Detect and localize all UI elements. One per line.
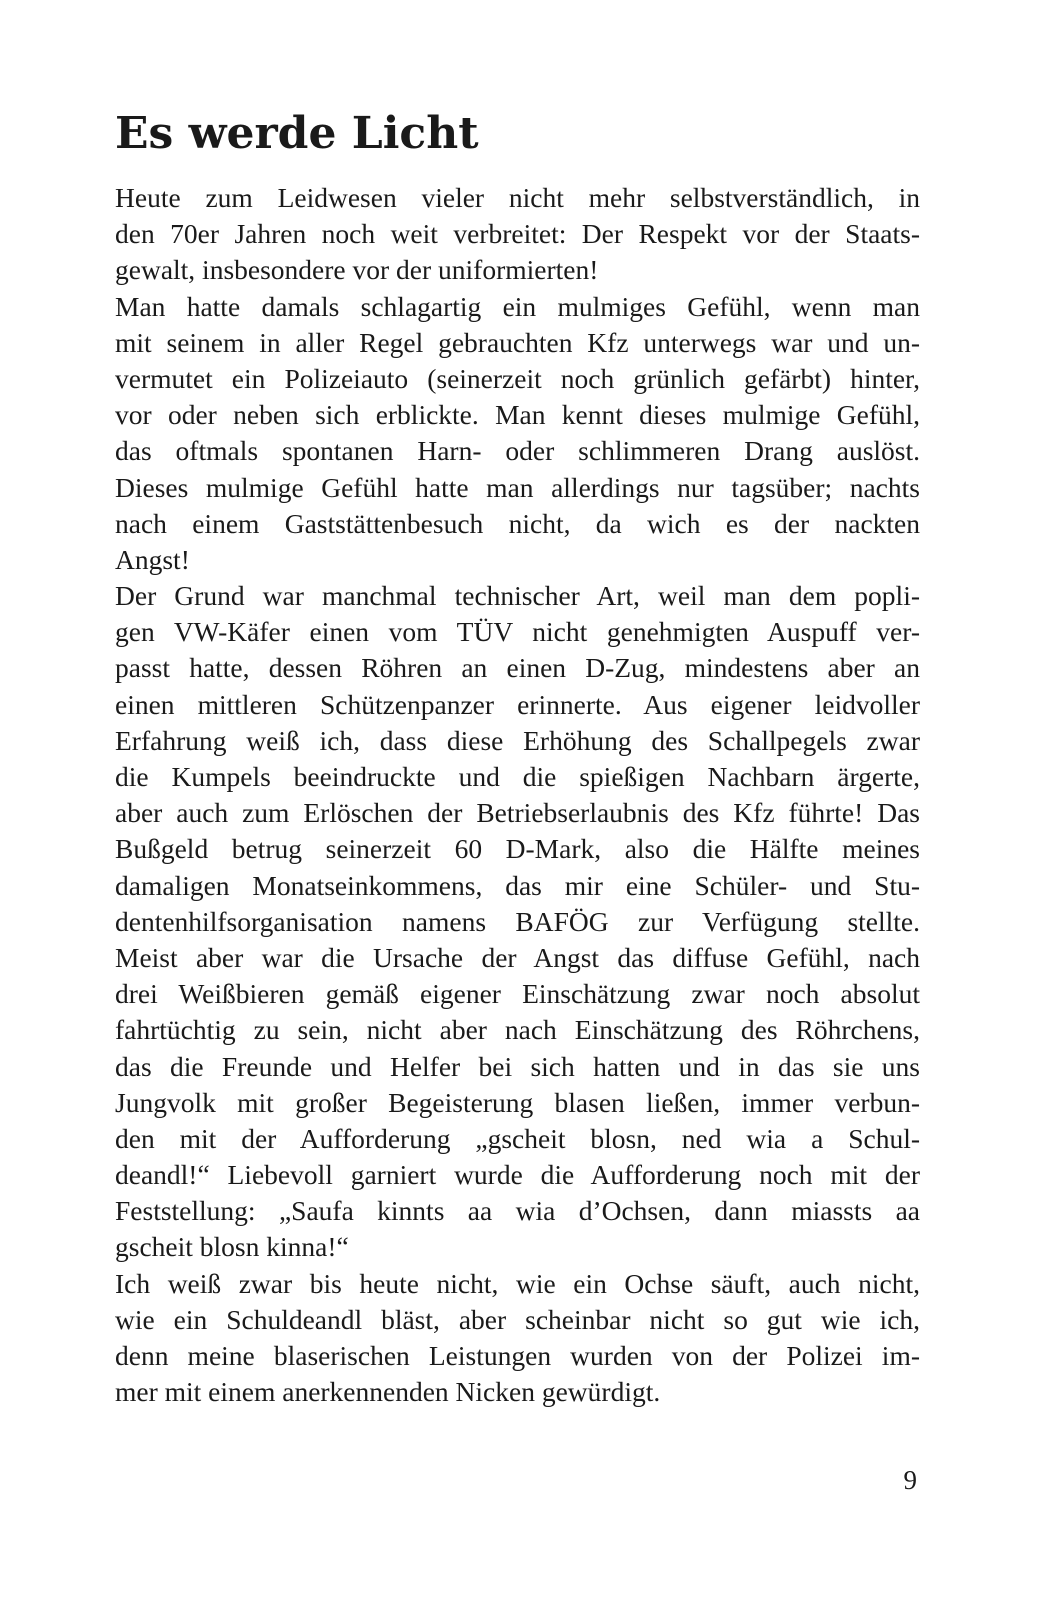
text-line: Dieses mulmige Gefühl hatte man allerdings nur tagsüber; nachts (115, 471, 920, 503)
text-line: vermutet ein Polizeiauto (seinerzeit noch grünlich gefärbt) hinter, (115, 362, 920, 394)
text-line: den 70er Jahren noch weit verbreitet: Der Respekt vor der Staats- (115, 218, 920, 250)
text-line: mit seinem in aller Regel gebrauchten Kfz unterwegs war und un- (115, 326, 920, 358)
text-line: Erfahrung weiß ich, dass diese Erhöhung des Schallpegels zwar (115, 724, 920, 756)
text-line: vor oder neben sich erblickte. Man kennt dieses mulmige Gefühl, (115, 399, 920, 431)
text-line: Bußgeld betrug seinerzeit 60 D-Mark, also die Hälfte meines (115, 833, 920, 865)
text-line: Der Grund war manchmal technischer Art, weil man dem popli- (115, 580, 920, 612)
text-line: aber auch zum Erlöschen der Betriebserlaubnis des Kfz führte! Das (115, 797, 920, 829)
text-line: gscheit blosn kinna!“ (115, 1231, 349, 1263)
text-line: mer mit einem anerkennenden Nicken gewürdigt. (115, 1376, 661, 1408)
chapter-title: Es werde Licht (115, 108, 479, 159)
text-line: Ich weiß zwar bis heute nicht, wie ein Ochse säuft, auch nicht, (115, 1267, 920, 1299)
text-line: drei Weißbieren gemäß eigener Einschätzung zwar noch absolut (115, 978, 920, 1010)
text-line: Jungvolk mit großer Begeisterung blasen ließen, immer verbun- (115, 1086, 920, 1118)
text-line: Man hatte damals schlagartig ein mulmiges Gefühl, wenn man (115, 290, 920, 322)
text-line: wie ein Schuldeandl bläst, aber scheinbar nicht so gut wie ich, (115, 1303, 920, 1335)
text-line: denn meine blaserischen Leistungen wurden von der Polizei im- (115, 1340, 920, 1371)
text-line: Feststellung: „Saufa kinnts aa wia d’Ochsen, dann miassts aa (115, 1195, 920, 1227)
text-line: Heute zum Leidwesen vieler nicht mehr selbstverständlich, in (115, 182, 920, 213)
text-line: passt hatte, dessen Röhren an einen D-Zug, mindestens aber an (115, 652, 920, 684)
text-line: gen VW-Käfer einen vom TÜV nicht genehmigten Auspuff ver- (115, 616, 920, 648)
page-number: 9 (903, 1465, 917, 1495)
text-line: fahrtüchtig zu sein, nicht aber nach Einschätzung des Röhrchens, (115, 1014, 920, 1046)
text-line: Meist aber war die Ursache der Angst das diffuse Gefühl, nach (115, 941, 920, 973)
text-line: gewalt, insbesondere vor der uniformierten! (115, 254, 599, 286)
text-line: nach einem Gaststättenbesuch nicht, da wich es der nackten (115, 507, 920, 539)
text-line: das oftmals spontanen Harn- oder schlimmeren Drang auslöst. (115, 435, 920, 467)
body-text (115, 180, 920, 1410)
text-line: das die Freunde und Helfer bei sich hatten und in das sie uns (115, 1050, 920, 1082)
text-line: deandl!“ Liebevoll garniert wurde die Aufforderung noch mit der (115, 1159, 920, 1191)
text-line: den mit der Aufforderung „gscheit blosn, ned wia a Schul- (115, 1122, 920, 1154)
text-line: damaligen Monatseinkommens, das mir eine Schüler- und Stu- (115, 869, 920, 901)
text-line: Angst! (115, 543, 190, 575)
text-line: einen mittleren Schützenpanzer erinnerte. Aus eigener leidvoller (115, 688, 920, 720)
text-line: dentenhilfsorganisation namens BAFÖG zur Verfügung stellte. (115, 905, 920, 937)
text-line: die Kumpels beeindruckte und die spießigen Nachbarn ärgerte, (115, 761, 920, 792)
